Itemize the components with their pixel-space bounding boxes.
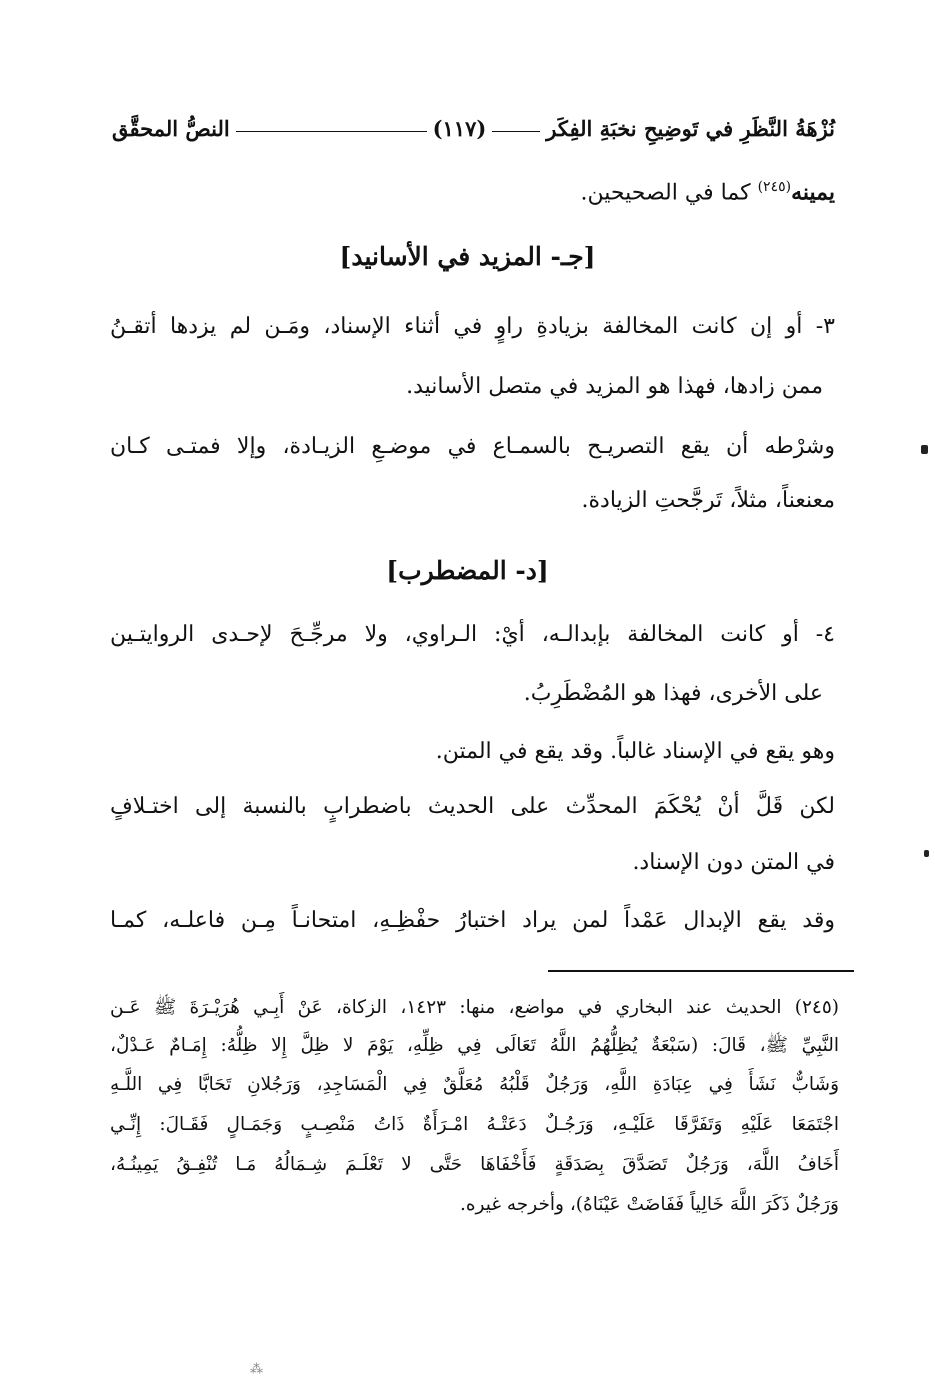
footnote-line-2: النَّبِيِّ ﷺ، قَالَ: (سَبْعَةٌ يُظِلُّهُمُ اللَّهُ تَعَالَى فِي ظِلِّهِ، يَوْمَ لا ظِلَّ إِلا ظِلُّهُ: إِمَـامٌ عَـدْلٌ، <box>110 1035 839 1056</box>
margin-mark-dot <box>921 445 928 454</box>
section-heading-mudtarib: [د- المضطرب] <box>386 556 549 585</box>
footnote-line-4: اجْتَمَعَا عَلَيْهِ وَتَفَرَّقَا عَلَيْـهِ، وَرَجُـلٌ دَعَتْـهُ امْـرَأَةٌ ذَاتُ مَنْصِـبٍ وَجَمَـالٍ فَقَـالَ: إِنِّـي <box>110 1114 839 1135</box>
paragraph-4-line-4: لكن قَلَّ أنْ يُحْكَمَ المحدِّث على الحديث باضطرابٍ بالنسبة إلى اختـلافٍ <box>110 794 835 819</box>
paragraph-4-line-1: ٤- أو كانت المخالفة بإبدالـه، أيْ: الـراوي، ولا مرجِّـحَ لإحـدى الروايتـين <box>110 622 835 647</box>
running-header <box>112 108 835 148</box>
paragraph-3-line-1: ٣- أو إن كانت المخالفة بزيادةِ راوٍ في أثناء الإسناد، ومَـن لم يزدها أتقـنُ <box>110 314 835 339</box>
footnote-line-1: (٢٤٥) الحديث عند البخاري في مواضع، منها: ١٤٢٣، الزكاة، عَنْ أَبِـي هُرَيْـرَةَ ﷺ عَـن <box>110 997 840 1018</box>
paragraph-4-line-3: وهو يقع في الإسناد غالباً. وقد يقع في المتن. <box>435 739 835 764</box>
footnote-line-3: وَشَابٌّ نَشَأَ فِي عِبَادَةِ اللَّهِ، وَرَجُلٌ قَلْبُهُ مُعَلَّقٌ فِي الْمَسَاجِدِ، وَرَجُلانِ تَحَابَّا فِي اللَّـهِ <box>110 1074 839 1095</box>
header-section-title: النصُّ المحقَّق <box>112 115 230 141</box>
scan-smudge: ⁂ <box>250 1362 263 1377</box>
paragraph-4-line-2: على الأخرى، فهذا هو المُضْطَرِبُ. <box>523 681 823 706</box>
header-rule-right <box>492 131 540 132</box>
text-line-continuation <box>110 172 835 208</box>
header-rule-left <box>236 131 427 132</box>
header-book-title: نُزْهَةُ النَّظَرِ في تَوضِيحِ نخبَةِ الفِكَر <box>546 115 835 141</box>
paragraph-4-line-6: وقد يقع الإبدال عَمْداً لمن يراد اختبارُ حفْظِـهِ، امتحانـاً مِـن فاعلـه، كمـا <box>110 908 835 933</box>
line-rest: كما في الصحيحين. <box>580 180 758 206</box>
footnote-ref-245[interactable]: (٢٤٥) <box>757 179 792 195</box>
word-yaminuh: يمينه <box>791 179 835 206</box>
paragraph-3-line-3: وشرْطه أن يقع التصريـح بالسمـاع في موضـعِ الزيـادة، وإلا فمتـى كـان <box>110 434 835 459</box>
section-heading-mazid: [جـ- المزيد في الأسانيد] <box>339 242 596 271</box>
paragraph-4-line-5: في المتن دون الإسناد. <box>632 850 835 875</box>
paragraph-3-line-4: معنعناً، مثلاً، تَرجَّحتِ الزيادة. <box>581 488 835 513</box>
footnote-separator <box>548 970 854 972</box>
margin-mark-dot <box>924 850 929 857</box>
footnote-line-5: أَخَافُ اللَّهَ، وَرَجُلٌ تَصَدَّقَ بِصَدَقَةٍ فَأَخْفَاهَا حَتَّى لا تَعْلَـمَ شِـمَالُهُ مَـا تُنْفِـقُ يَمِينُـهُ، <box>110 1154 839 1175</box>
header-page-number: (١١٧) <box>432 115 487 141</box>
paragraph-3-line-2: ممن زادها، فهذا هو المزيد في متصل الأسانيد. <box>406 374 823 399</box>
footnote-line-6: وَرَجُلٌ ذَكَرَ اللَّهَ خَالِياً فَفَاضَتْ عَيْنَاهُ)، وأخرجه غيره. <box>459 1194 839 1215</box>
